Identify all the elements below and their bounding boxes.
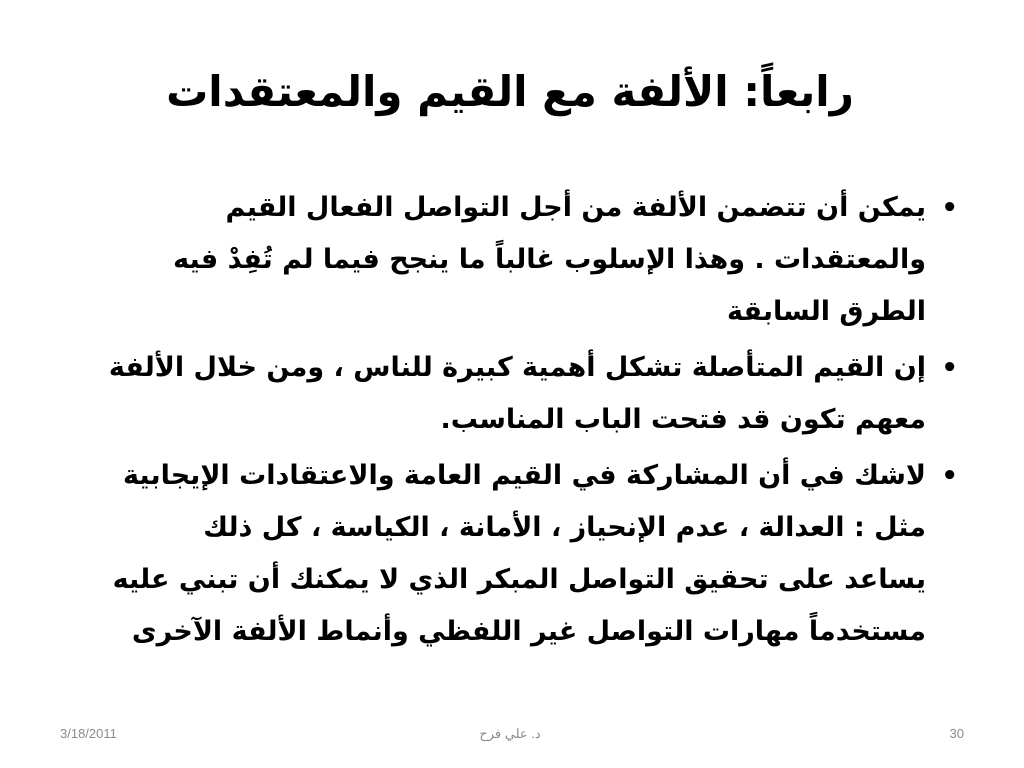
- bullet-dot-icon: •: [941, 461, 958, 491]
- footer-date: 3/18/2011: [60, 726, 117, 741]
- bullet-item: [90, 342, 960, 446]
- bullet-line: والمعتقدات . وهذا الإسلوب غالباً ما ينجح فيما لم تُفِدْ فيه: [173, 244, 926, 275]
- bullet-line: لاشك في أن المشاركة في القيم العامة والاعتقادات الإيجابية: [123, 460, 926, 491]
- slide-title: رابعاً: الألفة مع القيم والمعتقدات: [166, 67, 854, 116]
- bullet-line: يساعد على تحقيق التواصل المبكر الذي لا يمكنك أن تبني عليه: [112, 564, 926, 595]
- footer-page-number: 30: [949, 726, 964, 741]
- bullet-line: الطرق السابقة: [727, 296, 926, 327]
- bullet-dot-icon: •: [941, 193, 958, 223]
- bullet-line: معهم تكون قد فتحت الباب المناسب.: [440, 404, 926, 435]
- bullet-line: يمكن أن تتضمن الألفة من أجل التواصل الفعال القيم: [225, 192, 926, 223]
- bullet-item: [90, 182, 960, 338]
- bullet-dot-icon: •: [941, 353, 958, 383]
- footer-author: د. علي فرح: [479, 726, 541, 741]
- bullet-line: إن القيم المتأصلة تشكل أهمية كبيرة للناس ، ومن خلال الألفة: [108, 352, 926, 383]
- bullet-line: مستخدماً مهارات التواصل غير اللفظي وأنماط الألفة الآخرى: [131, 616, 926, 647]
- slide-body: [90, 182, 960, 662]
- bullet-line: مثل : العدالة ، عدم الإنحياز ، الأمانة ، الكياسة ، كل ذلك: [203, 512, 926, 543]
- bullet-item: [90, 450, 960, 658]
